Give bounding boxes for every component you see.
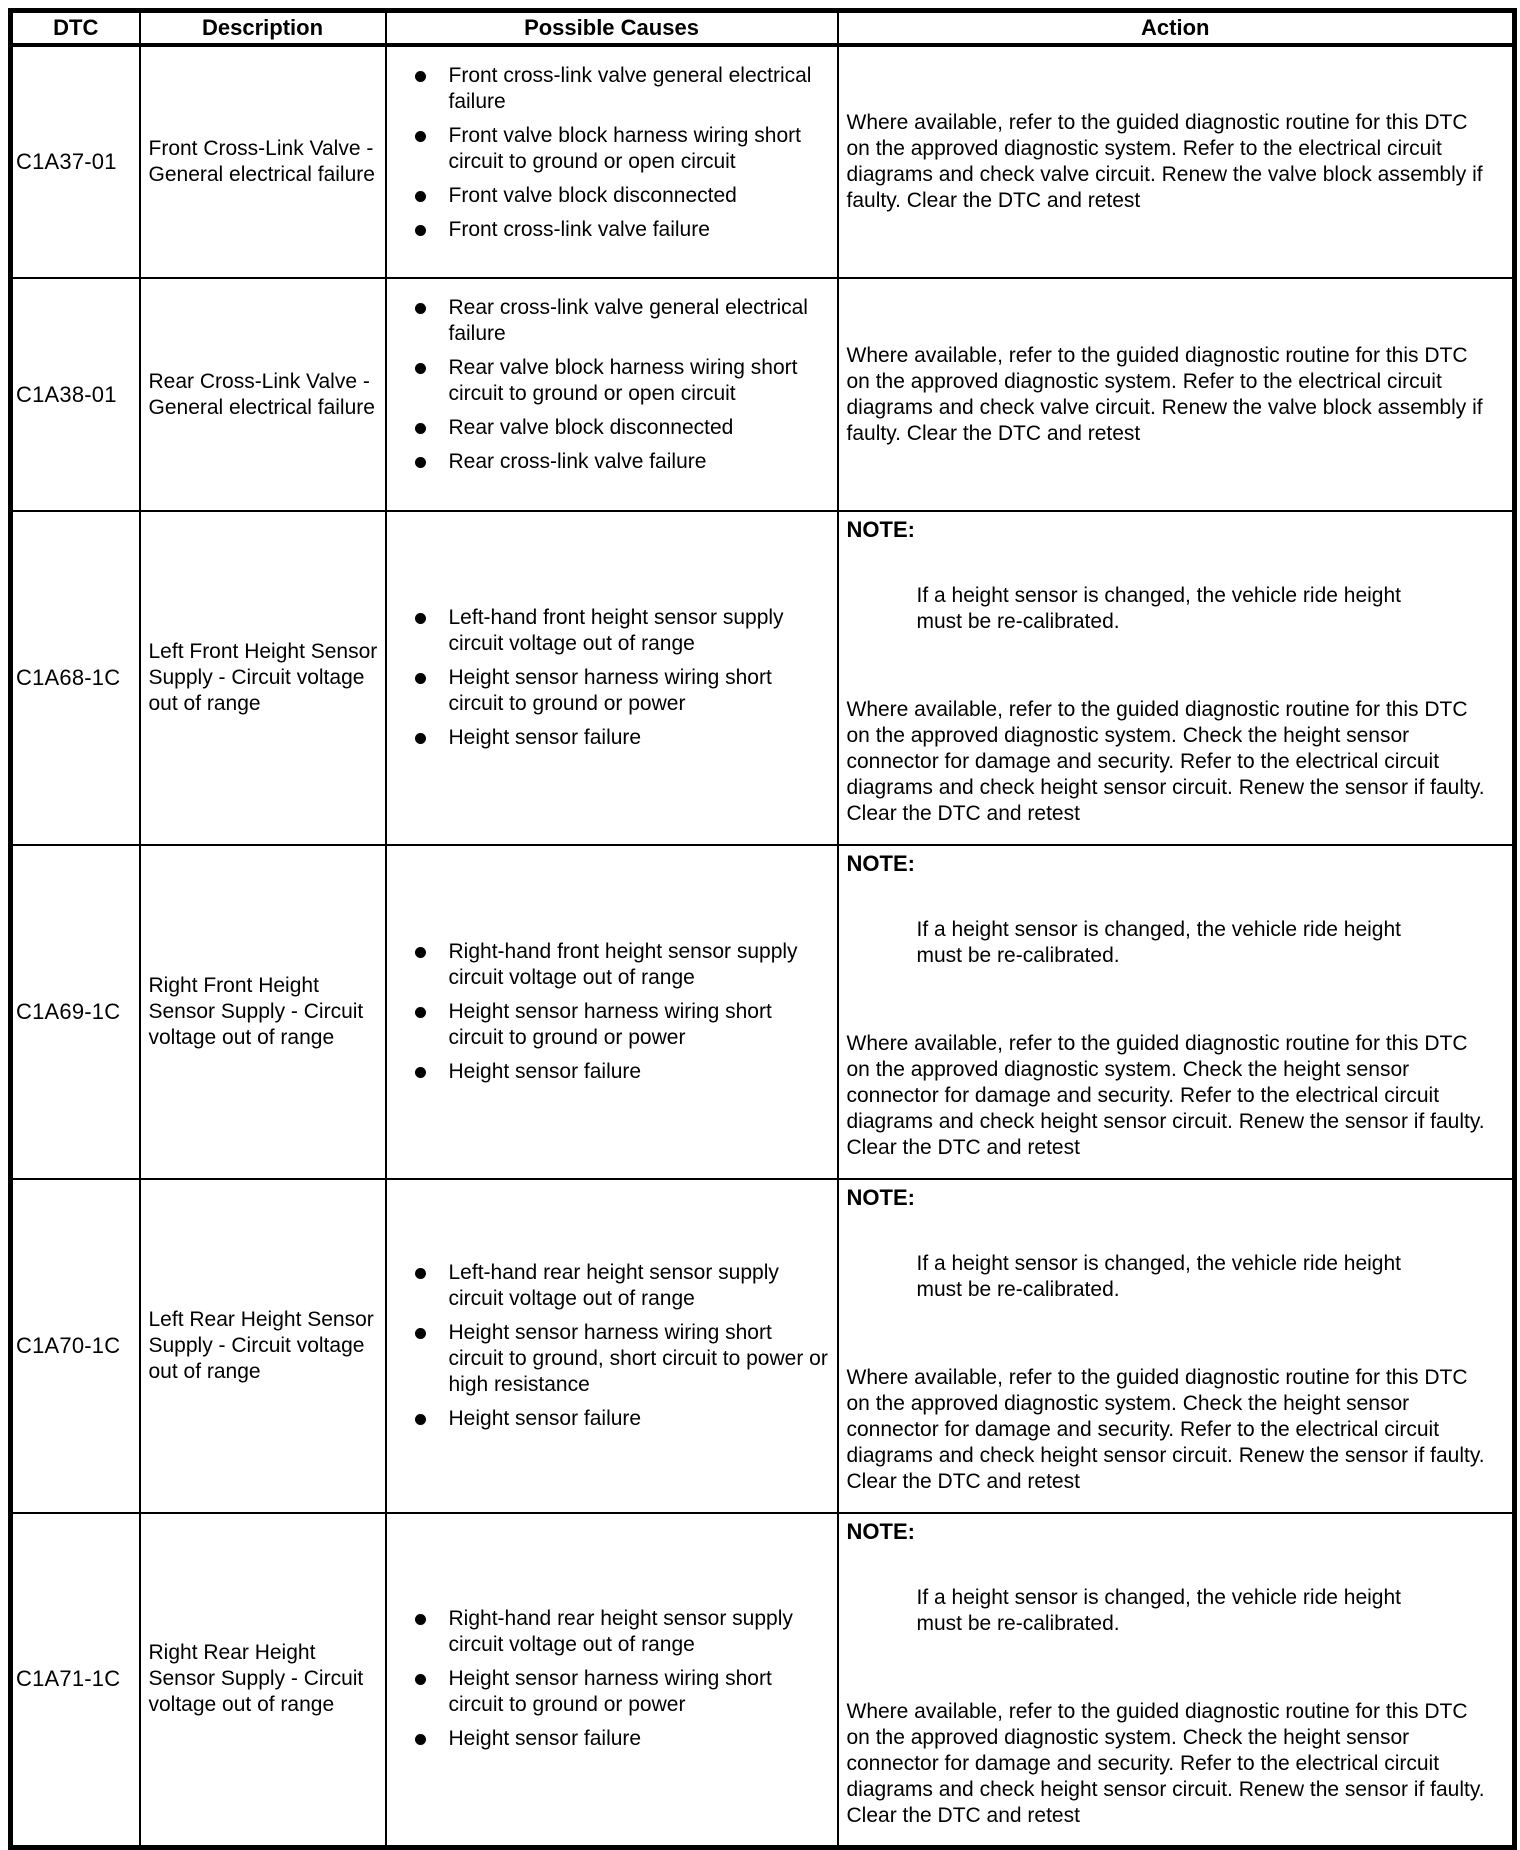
- note-block: [847, 851, 1509, 969]
- cause-item: Height sensor failure: [387, 1059, 837, 1085]
- action-cell: [838, 511, 1515, 845]
- possible-causes-cell: [386, 278, 838, 511]
- dtc-description: Right Rear Height Sensor Supply - Circuit voltage out of range: [140, 1513, 386, 1847]
- cause-item: Rear cross-link valve failure: [387, 449, 837, 475]
- note-text: If a height sensor is changed, the vehicle ride height must be re-calibrated.: [916, 1586, 1401, 1635]
- table-row: [11, 845, 1515, 1179]
- cause-item: Rear valve block harness wiring short circuit to ground or open circuit: [387, 355, 837, 407]
- note-block: [847, 517, 1509, 635]
- table-row: [11, 1179, 1515, 1513]
- note-text: If a height sensor is changed, the vehicle ride height must be re-calibrated.: [916, 584, 1401, 633]
- note-block: [847, 1519, 1509, 1637]
- cause-item: Rear valve block disconnected: [387, 415, 837, 441]
- action-text: Where available, refer to the guided diagnostic routine for this DTC on the approved diagnostic system. Check the height sensor connector for damage and security. Refer to the electrical circuit diagrams and check height sensor circuit. Renew the sensor if faulty. Clear the DTC and retest: [846, 1032, 1485, 1159]
- column-header-possible-causes: Possible Causes: [386, 11, 838, 46]
- action-text: Where available, refer to the guided diagnostic routine for this DTC on the approved diagnostic system. Check the height sensor connector for damage and security. Refer to the electrical circuit diagrams and check height sensor circuit. Renew the sensor if faulty. Clear the DTC and retest: [846, 1700, 1485, 1827]
- dtc-code: C1A70-1C: [11, 1179, 140, 1513]
- cause-item: Height sensor harness wiring short circuit to ground or power: [387, 999, 837, 1051]
- dtc-code: C1A38-01: [11, 278, 140, 511]
- cause-item: Rear cross-link valve general electrical failure: [387, 295, 837, 347]
- cause-item: Front valve block disconnected: [387, 183, 837, 209]
- causes-list: [387, 939, 837, 1085]
- cause-item: Height sensor harness wiring short circuit to ground or power: [387, 1666, 837, 1718]
- cause-item: Left-hand front height sensor supply circuit voltage out of range: [387, 605, 837, 657]
- action-cell: [838, 278, 1515, 511]
- cause-item: Right-hand rear height sensor supply circuit voltage out of range: [387, 1606, 837, 1658]
- cause-item: Height sensor failure: [387, 725, 837, 751]
- action-text: Where available, refer to the guided diagnostic routine for this DTC on the approved diagnostic system. Refer to the electrical circuit diagrams and check valve circuit. Renew the valve block assembly if faulty. Clear the DTC and retest: [846, 343, 1483, 445]
- note-block: [847, 1185, 1509, 1303]
- possible-causes-cell: [386, 1513, 838, 1847]
- causes-list: [387, 1606, 837, 1752]
- dtc-description: Left Rear Height Sensor Supply - Circuit voltage out of range: [140, 1179, 386, 1513]
- dtc-code: C1A68-1C: [11, 511, 140, 845]
- cause-item: Right-hand front height sensor supply circuit voltage out of range: [387, 939, 837, 991]
- possible-causes-cell: [386, 845, 838, 1179]
- dtc-code: C1A37-01: [11, 45, 140, 278]
- note-text: If a height sensor is changed, the vehicle ride height must be re-calibrated.: [916, 918, 1401, 967]
- causes-list: [387, 605, 837, 751]
- dtc-code: C1A71-1C: [11, 1513, 140, 1847]
- dtc-table: [8, 8, 1517, 1850]
- action-cell: [838, 45, 1515, 278]
- cause-item: Left-hand rear height sensor supply circuit voltage out of range: [387, 1260, 837, 1312]
- note-text: If a height sensor is changed, the vehicle ride height must be re-calibrated.: [916, 1252, 1401, 1301]
- column-header-description: Description: [140, 11, 386, 46]
- causes-list: [387, 63, 837, 243]
- table-body: [11, 45, 1515, 1847]
- table-row: [11, 45, 1515, 278]
- table-row: [11, 1513, 1515, 1847]
- note-label: NOTE:: [846, 851, 915, 876]
- causes-list: [387, 1260, 837, 1432]
- possible-causes-cell: [386, 511, 838, 845]
- table-row: [11, 278, 1515, 511]
- note-label: NOTE:: [846, 517, 915, 542]
- dtc-description: Right Front Height Sensor Supply - Circuit voltage out of range: [140, 845, 386, 1179]
- cause-item: Front valve block harness wiring short circuit to ground or open circuit: [387, 123, 837, 175]
- cause-item: Height sensor failure: [387, 1406, 837, 1432]
- header-row: [11, 11, 1515, 46]
- table-row: [11, 511, 1515, 845]
- causes-list: [387, 295, 837, 475]
- action-text: Where available, refer to the guided diagnostic routine for this DTC on the approved diagnostic system. Check the height sensor connector for damage and security. Refer to the electrical circuit diagrams and check height sensor circuit. Renew the sensor if faulty. Clear the DTC and retest: [846, 1366, 1485, 1493]
- cause-item: Height sensor harness wiring short circuit to ground or power: [387, 665, 837, 717]
- action-text: Where available, refer to the guided diagnostic routine for this DTC on the approved diagnostic system. Refer to the electrical circuit diagrams and check valve circuit. Renew the valve block assembly if faulty. Clear the DTC and retest: [846, 111, 1483, 212]
- column-header-action: Action: [838, 11, 1515, 46]
- dtc-description: Left Front Height Sensor Supply - Circuit voltage out of range: [140, 511, 386, 845]
- note-label: NOTE:: [846, 1519, 915, 1544]
- cause-item: Height sensor harness wiring short circuit to ground, short circuit to power or high resistance: [387, 1320, 837, 1398]
- cause-item: Front cross-link valve failure: [387, 217, 837, 243]
- note-label: NOTE:: [846, 1185, 915, 1210]
- possible-causes-cell: [386, 1179, 838, 1513]
- possible-causes-cell: [386, 45, 838, 278]
- dtc-code: C1A69-1C: [11, 845, 140, 1179]
- column-header-dtc: DTC: [11, 11, 140, 46]
- action-cell: [838, 845, 1515, 1179]
- dtc-description: Rear Cross-Link Valve - General electrical failure: [140, 278, 386, 511]
- table-header: [11, 11, 1515, 46]
- action-cell: [838, 1513, 1515, 1847]
- cause-item: Height sensor failure: [387, 1726, 837, 1752]
- dtc-description: Front Cross-Link Valve - General electrical failure: [140, 45, 386, 278]
- action-text: Where available, refer to the guided diagnostic routine for this DTC on the approved diagnostic system. Check the height sensor connector for damage and security. Refer to the electrical circuit diagrams and check height sensor circuit. Renew the sensor if faulty. Clear the DTC and retest: [846, 698, 1485, 825]
- cause-item: Front cross-link valve general electrical failure: [387, 63, 837, 115]
- action-cell: [838, 1179, 1515, 1513]
